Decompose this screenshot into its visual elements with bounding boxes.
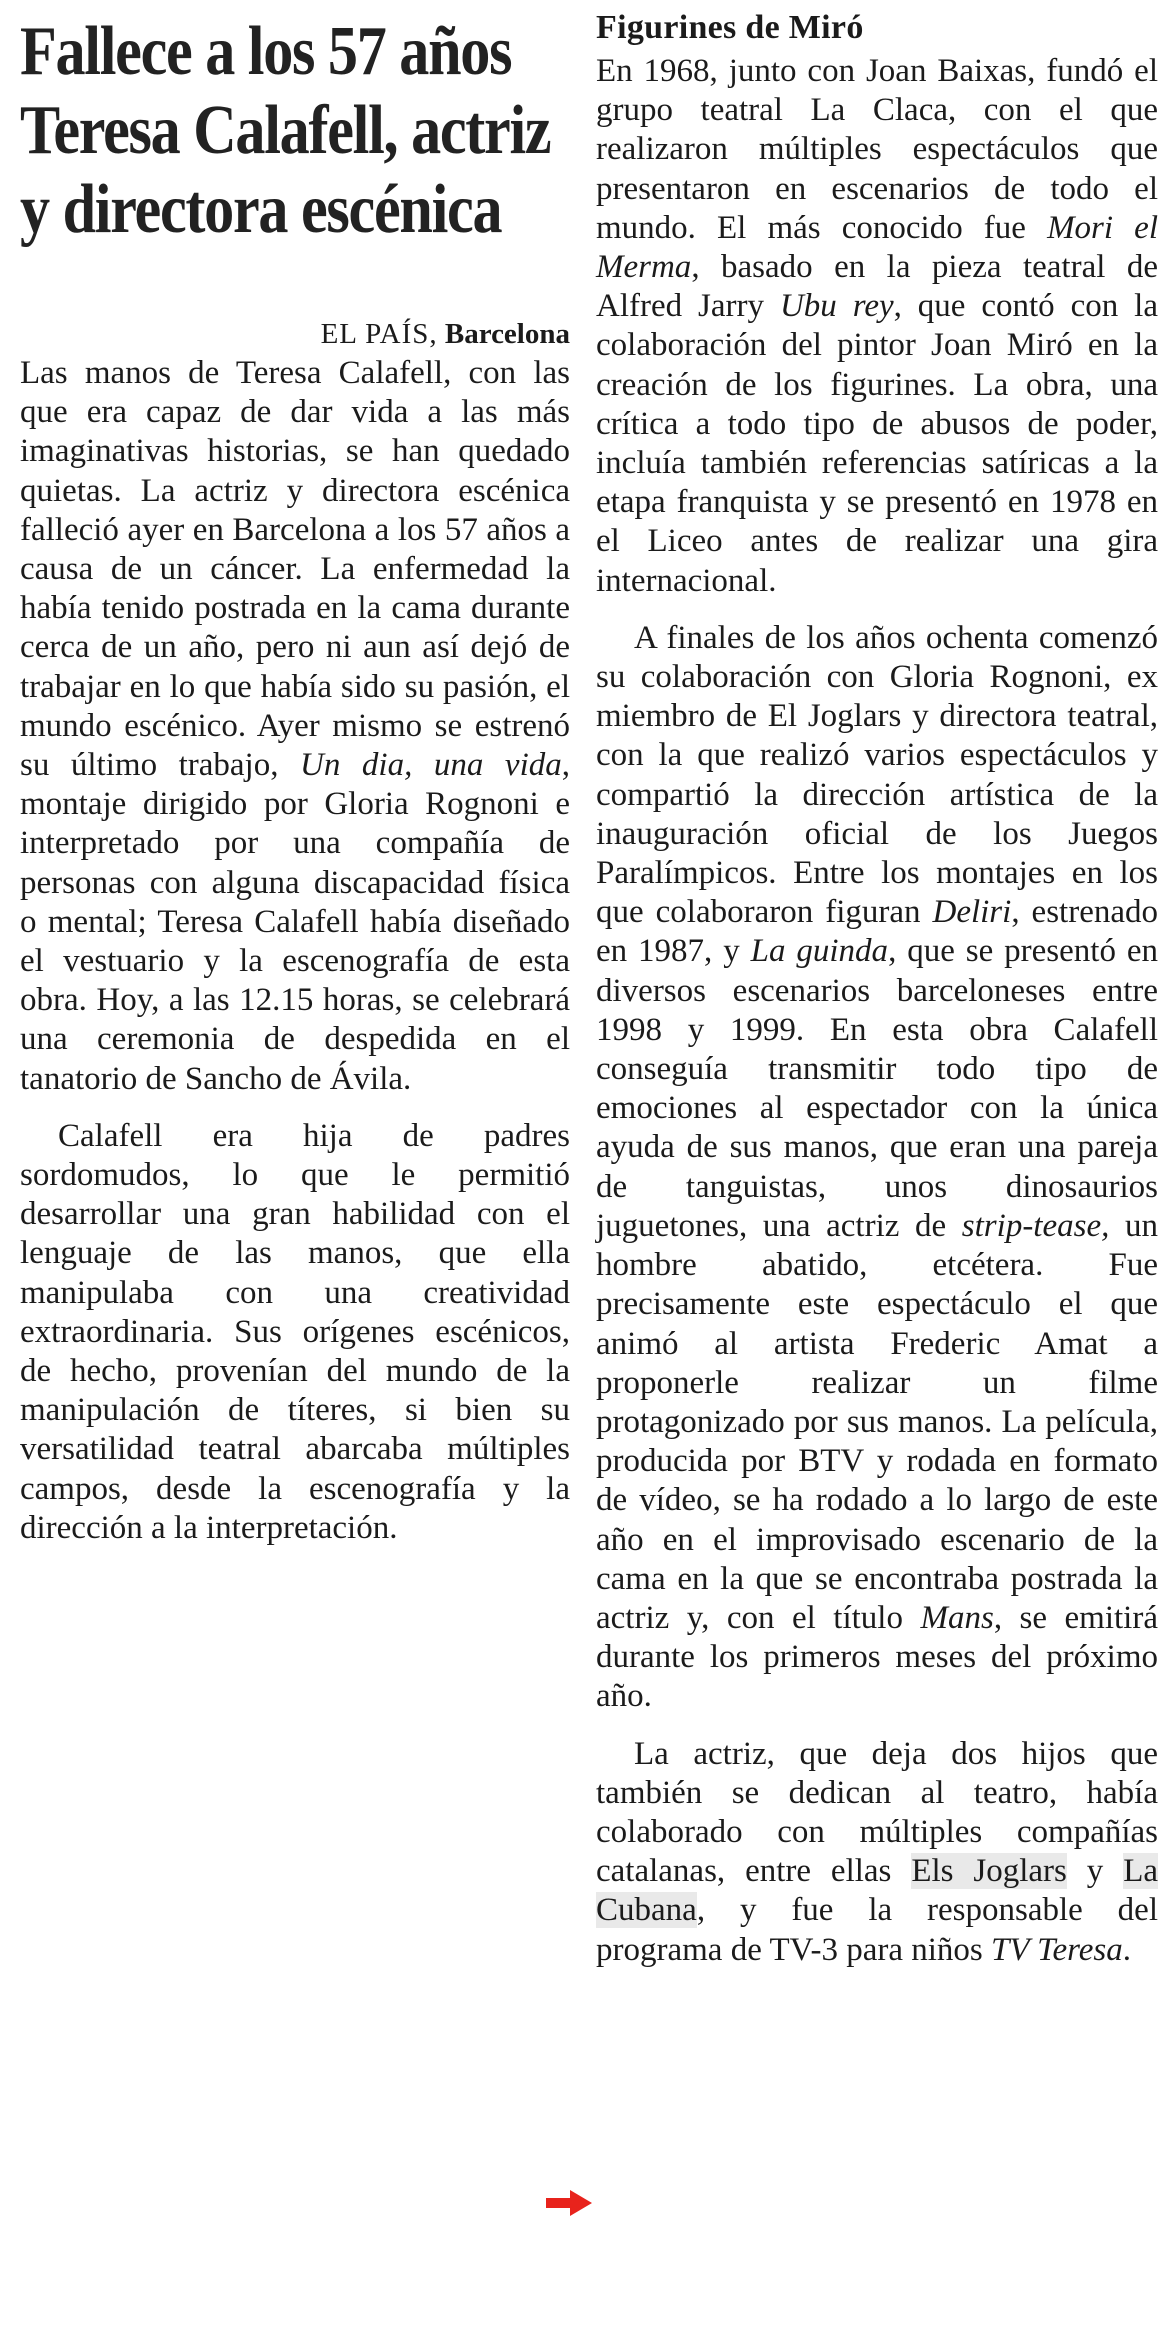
right-column: [588, 0, 1158, 1970]
paragraph-3-text-a: En 1968, junto con Joan Baixas, fundó el grupo teatral La Claca, con el que realizaron múltiples espectáculos que presentaron en escenarios de todo el mundo. El más conocido fue: [596, 53, 1158, 246]
right-body: [588, 52, 1158, 1970]
paragraph-4-text-d: un hombre abatido, etcétera. Fue precisamente este espectáculo el que animó al artista Frederic Amat a proponerle realizar un filme protagonizado por sus manos. La película, producida por BTV y rodada en formato de vídeo, se ha rodado a lo largo de este año en el improvisado escenario de la cama en la que se encontraba postrada la actriz y, con el título: [596, 1207, 1158, 1636]
left-column: [20, 0, 570, 1548]
paragraph-1-text-a: Las manos de Teresa Calafell, con las que era capaz de dar vida a las más imaginativas historias, se han quedado quietas. La actriz y directora escénica falleció ayer en Barcelona a los 57 años a causa de un cáncer. La enfermedad la había tenido postrada en la cama durante cerca de un año, pero ni aun así dejó de trabajar en lo que había sido su pasión, el mundo escénico. Ayer mismo se estrenó su último trabajo,: [20, 355, 570, 784]
paragraph-1: [20, 354, 570, 1099]
work-title: Ubu rey: [779, 288, 894, 325]
paragraph-4: [588, 619, 1158, 1717]
paragraph-4-text-e: , se emitirá durante los primeros meses del próximo año.: [596, 1599, 1158, 1715]
highlighted-company: La Cubana: [596, 1853, 1158, 1929]
paragraph-5: [588, 1735, 1158, 1970]
paragraph-3-text-c: , que contó con la colaboración del pintor Joan Miró en la creación de los figurines. La obra, una crítica a todo tipo de abusos de poder, incluía también referencias satíricas a la etapa franquista y se presentó en 1978 en el Liceo antes de realizar una gira internacional.: [596, 288, 1158, 599]
paragraph-1-text-b: , montaje dirigido por Gloria Rognoni e interpretado por una compañía de personas con alguna discapacidad física o mental; Teresa Calafell había diseñado el vestuario y la escenografía de esta obra. Hoy, a las 12.15 horas, se celebrará una ceremonia de despedida en el tanatorio de Sancho de Ávila.: [20, 747, 570, 1097]
work-title: Mori el Merma: [596, 209, 1158, 286]
paragraph-3-text-b: , basado en la pieza teatral de Alfred Jarry: [596, 249, 1158, 325]
paragraph-2: Calafell era hija de padres sordomudos, lo que le permitió desarrollar una gran habilidad con el lenguaje de las manos, que ella manipulaba con una creatividad extraordinaria. Sus orígenes escénicos, de hecho, provenían del mundo de la manipulación de títeres, si bien su versatilidad teatral abarcaba múltiples campos, desde la escenografía y la dirección a la interpretación.: [20, 1117, 570, 1546]
subheading: Figurines de Miró: [596, 9, 864, 46]
byline-source: EL PAÍS,: [320, 318, 438, 350]
highlighted-company: Els Joglars: [911, 1853, 1067, 1890]
paragraph-gap: [588, 1717, 1158, 1735]
headline: Fallece a los 57 años Teresa Calafell, actriz y directora escénica: [20, 13, 551, 248]
work-title: TV Teresa: [991, 1931, 1123, 1968]
paragraph-4-text-b: , estrenado en 1987, y: [596, 894, 1158, 970]
work-title: Un dia, una vida: [300, 747, 562, 784]
work-title: Deliri: [932, 894, 1012, 931]
paragraph-5-text-a: La actriz, que deja dos hijos que también se dedican al teatro, había colaborado con múltiples compañías catalanas, entre ellas: [596, 1735, 1158, 1890]
paragraph-gap: [20, 1099, 570, 1117]
paragraph-5-text-mid: y: [1066, 1853, 1124, 1890]
left-body: [20, 354, 570, 1548]
paragraph-gap: [588, 601, 1158, 619]
paragraph-4-text-a: A finales de los años ochenta comenzó su colaboración con Gloria Rognoni, ex miembro de El Joglars y directora teatral, con la que realizó varios espectáculos y compartió la dirección artística de la inauguración oficial de los Juegos Paralímpicos. Entre los montajes en los que colaboraron figuran: [596, 619, 1158, 931]
byline: [20, 314, 570, 354]
paragraph-5-text-b: , y fue la responsable del programa de TV-3 para niños: [596, 1892, 1158, 1968]
byline-city: Barcelona: [444, 318, 570, 350]
paragraph-3: [588, 52, 1158, 601]
work-title: La guinda: [750, 933, 889, 970]
arrow-right-icon: [546, 2190, 592, 2216]
work-title: strip-tease,: [961, 1207, 1110, 1244]
paragraph-5-text-c: .: [1122, 1931, 1131, 1968]
paragraph-4-text-c: , que se presentó en diversos escenarios barceloneses entre 1998 y 1999. En esta obra Calafell conseguía transmitir todo tipo de emociones al espectador con la única ayuda de sus manos, que eran una pareja de tanguistas, unos dinosaurios juguetones, una actriz de: [596, 933, 1159, 1244]
work-title: Mans: [920, 1599, 994, 1636]
